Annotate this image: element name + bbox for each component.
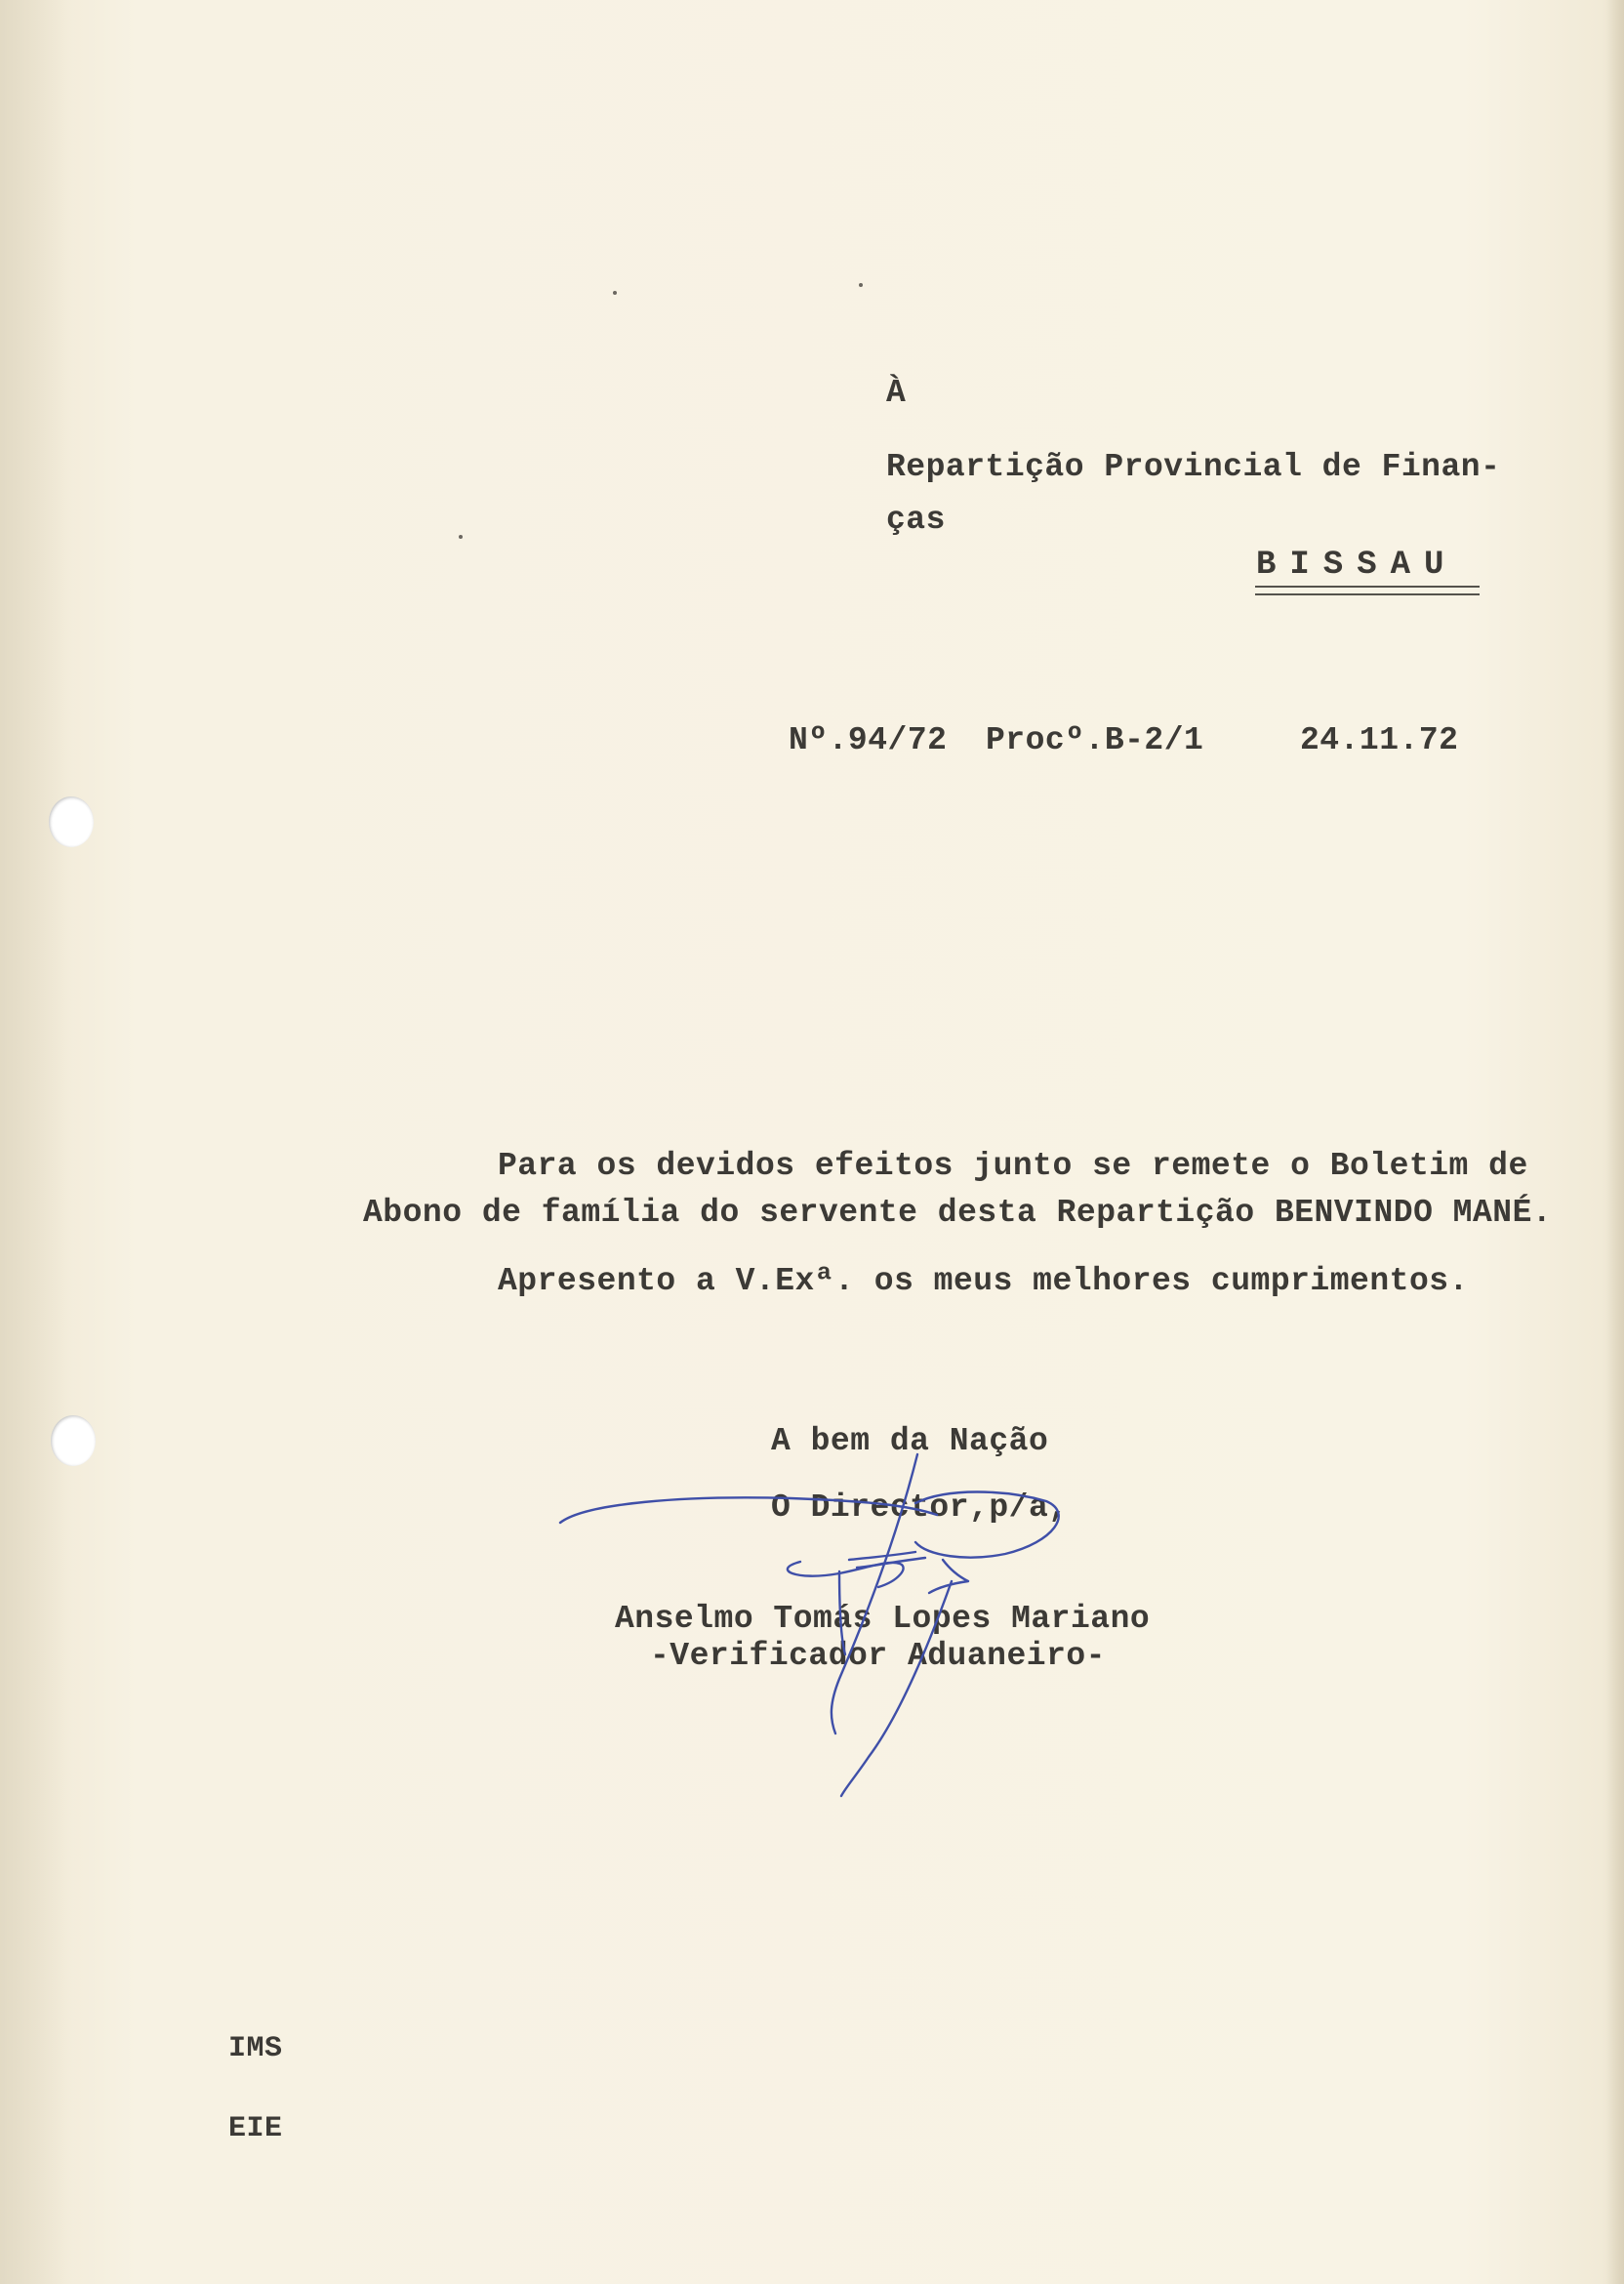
initials-line-1: IMS <box>228 2032 283 2065</box>
recipient-line-1: Repartição Provincial de Finan- <box>886 449 1501 485</box>
punch-hole-top <box>49 796 94 847</box>
reference-process: Procº.B-2/1 <box>986 722 1204 758</box>
city-double-underline <box>1255 586 1480 595</box>
recipient-prefix: À <box>886 375 907 411</box>
reference-number: Nº.94/72 <box>789 722 948 758</box>
body-line-3: Apresento a V.Exª. os meus melhores cumprimentos. <box>498 1263 1469 1299</box>
right-edge-shadow <box>1606 0 1624 2284</box>
recipient-line-2: ças <box>886 502 946 538</box>
ink-speck <box>613 291 617 295</box>
ink-speck <box>859 283 863 287</box>
punch-hole-bottom <box>51 1415 96 1466</box>
closing-salutation: A bem da Nação <box>771 1423 1049 1459</box>
signatory-name: Anselmo Tomás Lopes Mariano <box>615 1601 1151 1637</box>
initials-line-2: EIE <box>228 2112 283 2145</box>
ink-speck <box>459 535 463 539</box>
handwritten-signature <box>547 1445 1113 1835</box>
body-line-2: Abono de família do servente desta Repartição BENVINDO MANÉ. <box>363 1195 1553 1231</box>
left-edge-shadow <box>0 0 68 2284</box>
reference-date: 24.11.72 <box>1300 722 1459 758</box>
recipient-city: BISSAU <box>1256 547 1458 584</box>
signatory-title: -Verificador Aduaneiro- <box>650 1638 1106 1674</box>
body-line-1: Para os devidos efeitos junto se remete o Boletim de <box>498 1148 1528 1184</box>
closing-role: O Director,p/a, <box>771 1489 1069 1526</box>
